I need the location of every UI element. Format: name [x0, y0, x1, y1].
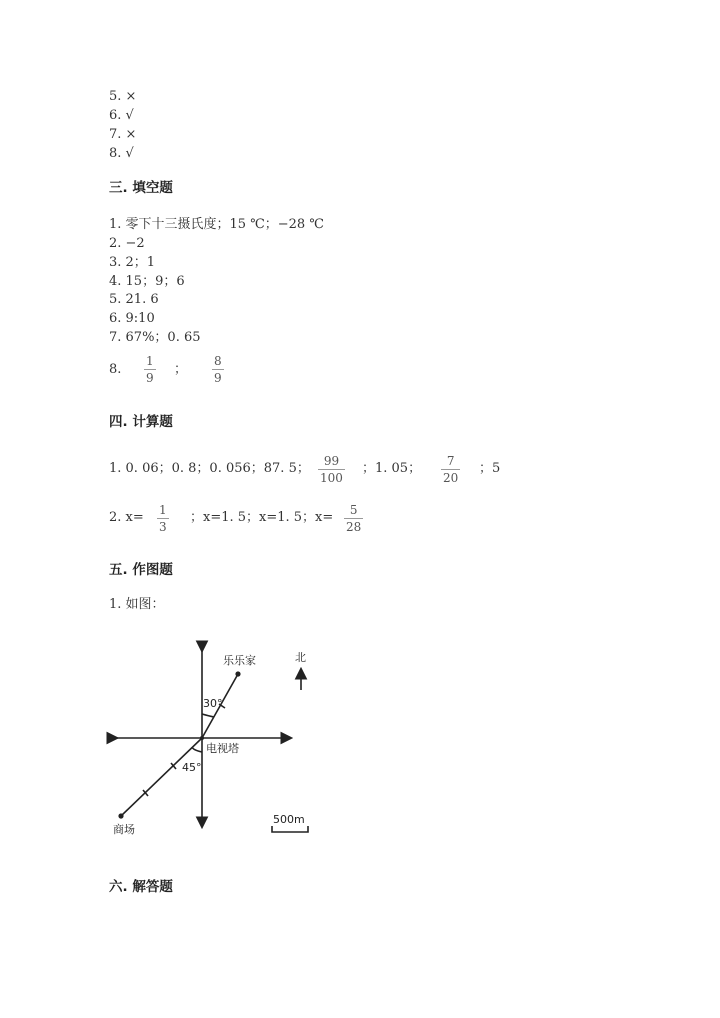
tower-point: [200, 736, 204, 740]
fill-item-4: 4. 15；9；6: [109, 274, 185, 289]
calc-line-2-text-b: ；x=1. 5；x=1. 5；x=: [190, 510, 334, 525]
judge-item-6: 6. √: [109, 108, 134, 123]
fraction-numerator: 5: [349, 503, 358, 517]
fraction-numerator: 1: [159, 503, 167, 517]
label-tv-tower: 电视塔: [206, 742, 239, 755]
fraction-numerator: 7: [446, 454, 455, 468]
judge-item-7: 7. ×: [109, 127, 137, 142]
fill-item-6: 6. 9:10: [109, 311, 155, 326]
fraction-denominator: 100: [320, 471, 343, 485]
label-mall: 商场: [113, 823, 135, 836]
fill-item-8-separator: ；: [174, 362, 188, 377]
fraction-denominator: 9: [214, 371, 222, 385]
angle-arc-30: [202, 714, 214, 717]
fill-item-2: 2. −2: [109, 236, 145, 251]
section-heading-calc: 四. 计算题: [109, 414, 173, 430]
label-30-degree: 30°: [203, 697, 223, 710]
label-45-degree: 45°: [182, 761, 202, 774]
fill-item-1: 1. 零下十三摄氏度；15 ℃；−28 ℃: [109, 217, 324, 232]
fill-item-8-label: 8.: [109, 362, 122, 377]
scale-bar: [272, 826, 308, 832]
calc-line-1-text-a: 1. 0. 06；0. 8；0. 056；87. 5；: [109, 461, 310, 476]
calc-line-1-text-c: ；5: [479, 461, 501, 476]
section-heading-fill: 三. 填空题: [109, 180, 173, 196]
section-heading-draw: 五. 作图题: [109, 562, 173, 578]
fraction-numerator: 8: [214, 354, 222, 368]
fraction-denominator: 9: [146, 371, 154, 385]
draw-item-1: 1. 如图：: [109, 597, 165, 612]
section-heading-answer: 六. 解答题: [109, 879, 173, 895]
label-lelejia: 乐乐家: [223, 654, 256, 667]
angle-arc-45: [192, 747, 202, 752]
fraction-numerator: 1: [146, 354, 154, 368]
judge-item-5: 5. ×: [109, 89, 137, 104]
fraction-denominator: 28: [346, 520, 362, 534]
fraction-denominator: 3: [159, 520, 167, 534]
mall-point: [118, 813, 123, 818]
fraction-numerator: 99: [323, 454, 340, 468]
judge-item-8: 8. √: [109, 146, 134, 161]
label-north: 北: [295, 651, 306, 664]
fill-item-3: 3. 2；1: [109, 255, 156, 270]
fill-item-5: 5. 21. 6: [109, 292, 159, 307]
fill-item-7: 7. 67%；0. 65: [109, 330, 201, 345]
fraction-denominator: 20: [443, 471, 459, 485]
label-scale: 500m: [273, 813, 305, 826]
lelejia-point: [235, 671, 240, 676]
line-to-mall: [121, 738, 202, 816]
calc-line-2-text-a: 2. x=: [109, 510, 144, 525]
calc-line-1-text-b: ；1. 05；: [362, 461, 422, 476]
